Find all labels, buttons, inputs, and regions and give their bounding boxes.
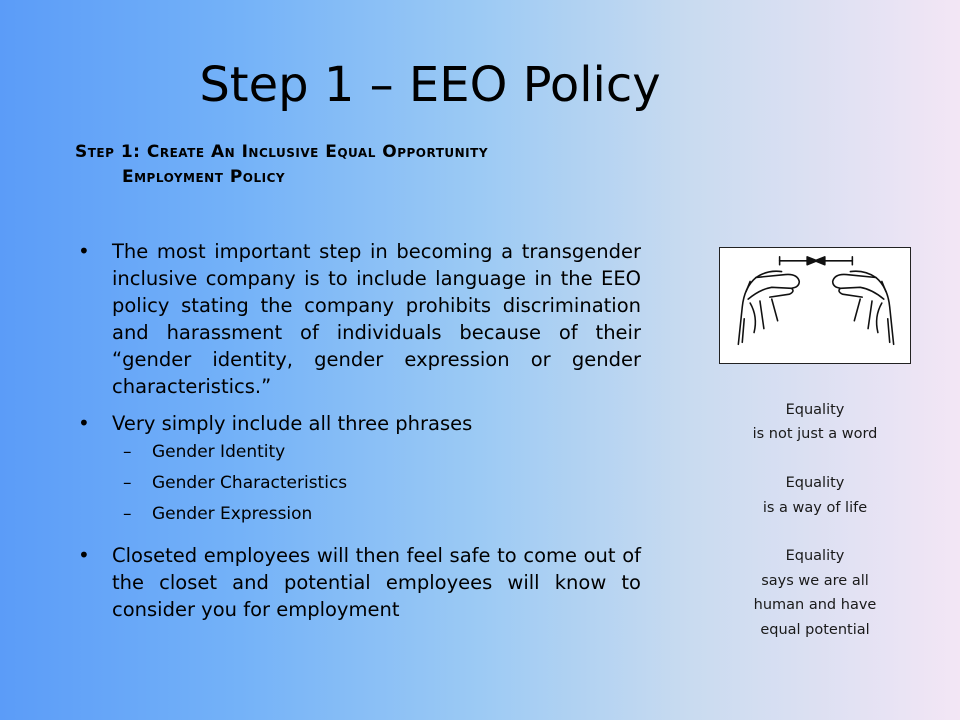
bullet-marker: •	[78, 543, 90, 567]
sub-bullet-marker: –	[123, 473, 132, 493]
bullet-item	[78, 410, 641, 437]
subheading-line-1: Step 1: Create An Inclusive Equal Opportunity	[75, 142, 489, 162]
caption-group	[700, 544, 930, 642]
caption-line: is a way of life	[762, 499, 868, 516]
slide-title: Step 1 – EEO Policy	[199, 57, 661, 113]
sub-bullet-text: Gender Identity	[152, 442, 286, 462]
bullet-text: Closeted employees will then feel safe to come out of the closet and potential employees will know to consider you for employment	[112, 544, 641, 621]
caption-line: equal potential	[760, 621, 870, 638]
bullet-text: Very simply include all three phrases	[112, 412, 473, 435]
sub-bullet-marker: –	[123, 442, 132, 462]
bullet-item	[78, 542, 641, 623]
caption-group	[700, 471, 930, 520]
sub-bullet-marker: –	[123, 504, 132, 524]
caption-line: Equality	[785, 475, 845, 492]
step-subheading	[75, 140, 635, 190]
caption-line: is not just a word	[752, 426, 878, 443]
bullet-marker: •	[78, 411, 90, 435]
bullet-text: The most important step in becoming a transgender inclusive company is to include language in the EEO policy stating the company prohibits discrimination and harassment of individuals because of their “gender identity, gender expression or gender characteristics.”	[112, 240, 641, 398]
equality-sign-hands-icon	[720, 248, 910, 363]
caption-line: Equality	[785, 548, 845, 565]
bullet-marker: •	[78, 239, 90, 263]
bullet-list	[78, 238, 641, 623]
sub-bullet-item	[78, 499, 641, 530]
caption-group	[700, 398, 930, 447]
sub-bullet-item	[78, 437, 641, 468]
caption-line: says we are all	[761, 572, 869, 589]
caption-line: Equality	[785, 402, 845, 418]
equality-caption	[700, 398, 930, 642]
equality-sign-figure	[719, 247, 911, 364]
bullet-item	[78, 238, 641, 400]
sub-bullet-text: Gender Characteristics	[152, 473, 348, 493]
sub-bullet-text: Gender Expression	[152, 504, 313, 524]
caption-line: human and have	[753, 597, 877, 614]
sub-bullet-item	[78, 468, 641, 499]
subheading-line-2: Employment Policy	[122, 167, 286, 187]
